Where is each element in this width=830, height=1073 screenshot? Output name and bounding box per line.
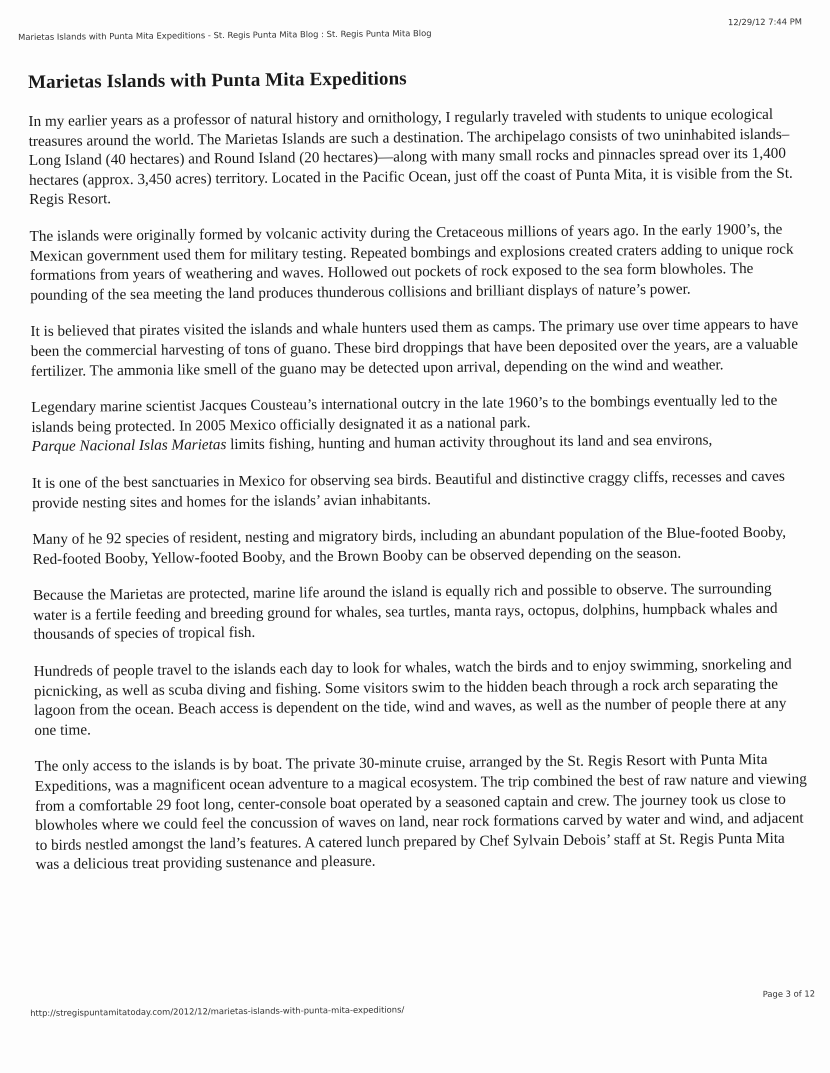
paragraph-3: It is believed that pirates visited the islands and whale hunters used them as camps. The primary use over time appears to have been the commercial harvesting of tons of guano. These bird droppings that have been deposited over the years, are a valuable fertilizer. The ammonia like smell of the guano may be detected upon arrival, depending on the wind and weather. — [30, 315, 799, 380]
cousteau-lead: Legendary marine scientist Jacques Cousteau’s international outcry in the late 1960’s to the bombings eventually led to the islands being protected. In 2005 Mexico officially designated it as a national park. — [31, 391, 778, 436]
paragraph-2: The islands were originally formed by volcanic activity during the Cretaceous millions of years ago. In the early 1900’s, the Mexican government used them for military testing. Repeated bombings and explosions created craters adding to unique rock formations from years of weathering and waves. Hollowed out pockets of rock exposed to the sea form blowholes. The pounding of the sea meeting the land produces thunderous collisions and brilliant displays of nature’s power. — [29, 220, 794, 304]
paragraph-7: Because the Marietas are protected, marine life around the island is equally rich and possible to observe. The surrounding water is a fertile feeding and breeding ground for whales, sea turtles, manta rays, octopus, dolphins, humpback whales and thousands of species of tropical fish. — [32, 580, 778, 644]
paragraph-5: It is one of the best sanctuaries in Mexico for observing sea birds. Beautiful and distinctive craggy cliffs, recesses and caves provide nesting sites and homes for the islands’ avian inhabitants. — [31, 467, 785, 512]
cousteau-tail: limits fishing, hunting and human activity throughout its land and sea environs, — [226, 431, 713, 454]
paragraph-8: Hundreds of people travel to the islands each day to look for whales, watch the birds and to enjoy swimming, snorkeling and picnicking, as well as scuba diving and fishing. Some visitors swim to the hidden beach through a rock arch separating the lagoon from the ocean. Beach access is dependent on the tide, wind and waves, as well as the number of people there at any one time. — [33, 655, 792, 739]
park-name: Parque Nacional Islas Marietas — [31, 436, 227, 456]
header-doc-title: Marietas Islands with Punta Mita Expeditions - St. Regis Punta Mita Blog : St. Regis Punta Mita Blog — [18, 28, 432, 42]
header-datetime: 12/29/12 7:44 PM — [727, 16, 803, 28]
article — [28, 65, 808, 892]
print-footer — [30, 988, 816, 1018]
paragraph-6: Many of he 92 species of resident, nesting and migratory birds, including an abundant population of the Blue-footed Booby, Red-footed Booby, Yellow-footed Booby, and the Brown Booby can be observed depending on the season. — [32, 523, 787, 568]
paragraph-9: The only access to the islands is by boat. The private 30-minute cruise, arranged by the St. Regis Resort with Punta Mita Expeditions, was a magnificent ocean adventure to a magical ecosystem. The trip combined the best of raw nature and viewing from a comfortable 29 foot long, center-console boat operated by a seasoned captain and crew. The journey took us close to blowholes where we could feel the concussion of waves on land, near rock formations carved by water and wind, and adjacent to birds nestled amongst the land’s features. A catered lunch prepared by Chef Sylvain Debois’ staff at St. Regis Punta Mita was a delicious treat providing sustenance and pleasure. — [34, 751, 807, 874]
print-header — [18, 16, 808, 42]
article-title: Marietas Islands with Punta Mita Expeditions — [28, 68, 407, 93]
paragraph-1: In my earlier years as a professor of natural history and ornithology, I regularly traveled with students to unique ecological treasures around the world. The Marietas Islands are such a destination. The archipelago consists of two uninhabited islands–Long Island (40 hectares) and Round Island (20 hectares)—along with many small rocks and pinnacles spread over its 1,400 hectares (approx. 3,450 acres) territory. Located in the Pacific Ocean, just off the coast of Punta Mita, it is visible from the St. Regis Resort. — [28, 105, 793, 209]
page-number: Page 3 of 12 — [762, 988, 816, 999]
footer-url: http://stregispuntamitatoday.com/2012/12/marietas-islands-with-punta-mita-expeditions/ — [30, 1004, 405, 1018]
paragraph-4-cousteau — [31, 391, 804, 457]
